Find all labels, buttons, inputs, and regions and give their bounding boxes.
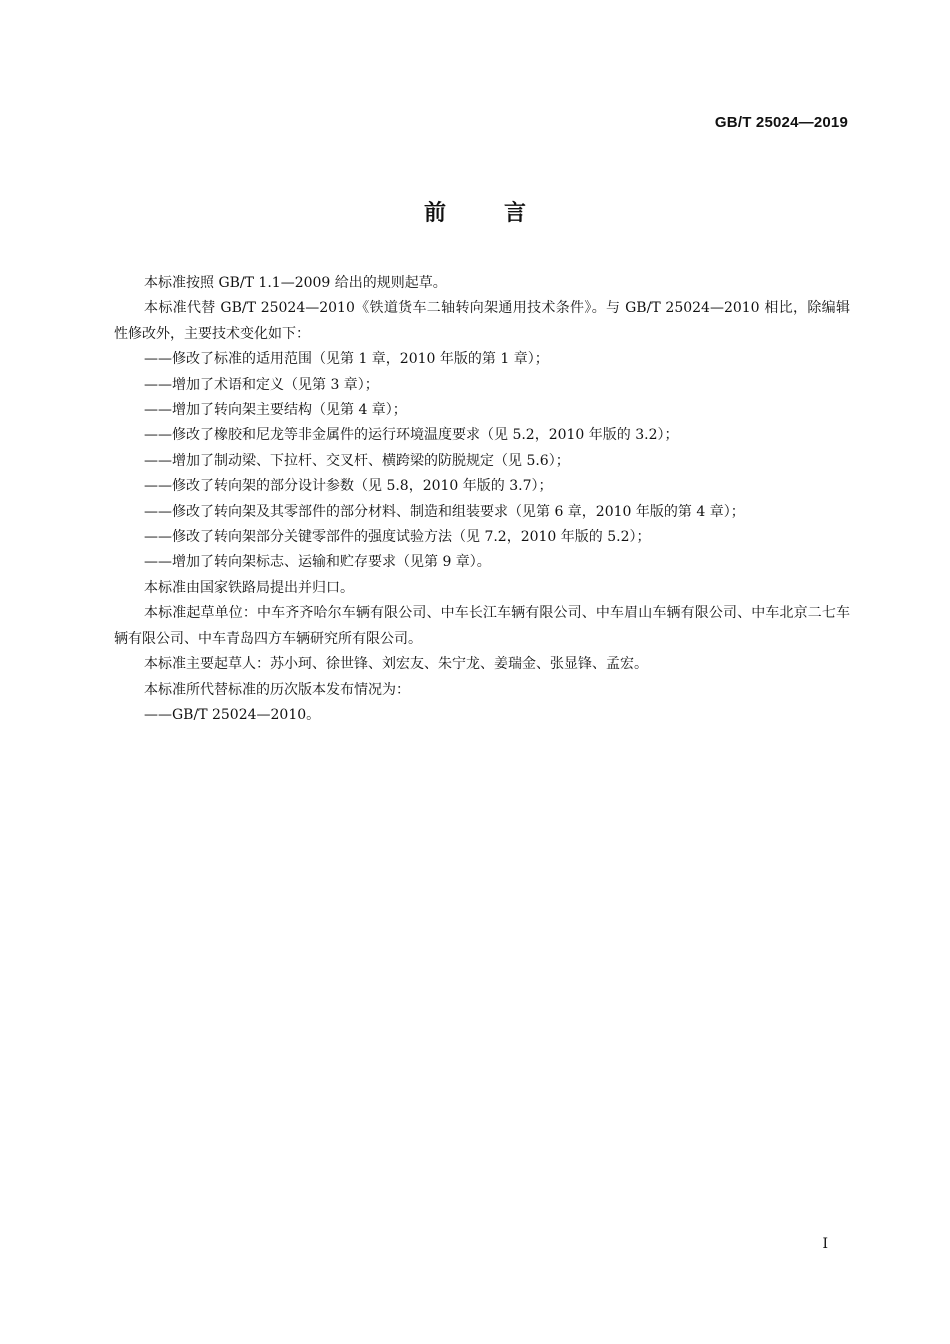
paragraph-drafters: 本标准主要起草人：苏小珂、徐世锋、刘宏友、朱宁龙、姜瑞金、张显锋、孟宏。 xyxy=(144,656,648,673)
change-item-terms: ——增加了术语和定义（见第 3 章）； xyxy=(144,376,379,393)
history-item: ——GB/T 25024—2010。 xyxy=(144,706,321,723)
paragraph-proposer: 本标准由国家铁路局提出并归口。 xyxy=(144,579,354,596)
change-item-structure: ——增加了转向架主要结构（见第 4 章）； xyxy=(144,402,407,419)
paragraph-history-intro: 本标准所代替标准的历次版本发布情况为： xyxy=(144,681,410,698)
standard-code: GB/T 25024—2019 xyxy=(714,114,848,131)
change-item-temperature: ——修改了橡胶和尼龙等非金属件的运行环境温度要求（见 5.2，2010 年版的 3.2）； xyxy=(144,427,679,444)
change-item-scope: ——修改了标准的适用范围（见第 1 章，2010 年版的第 1 章）； xyxy=(144,351,549,368)
foreword-body xyxy=(114,271,850,728)
page-title: 前言 xyxy=(423,201,584,226)
paragraph-replacement: 本标准代替 GB/T 25024—2010《铁道货车二轴转向架通用技术条件》。与 GB/T 25024—2010 相比，除编辑性修改外，主要技术变化如下： xyxy=(114,300,850,342)
change-item-strength-test: ——修改了转向架部分关键零部件的强度试验方法（见 7.2，2010 年版的 5.2）； xyxy=(144,529,651,546)
change-item-marking: ——增加了转向架标志、运输和贮存要求（见第 9 章）。 xyxy=(144,554,491,571)
change-item-anti-drop: ——增加了制动梁、下拉杆、交叉杆、横跨梁的防脱规定（见 5.6）； xyxy=(144,452,570,469)
page-number: I xyxy=(822,1236,828,1252)
change-item-materials: ——修改了转向架及其零部件的部分材料、制造和组装要求（见第 6 章，2010 年版的第 4 章）； xyxy=(144,503,745,520)
paragraph-drafting-rules: 本标准按照 GB/T 1.1—2009 给出的规则起草。 xyxy=(144,275,447,291)
change-item-design-params: ——修改了转向架的部分设计参数（见 5.8，2010 年版的 3.7）； xyxy=(144,478,553,495)
paragraph-drafting-units: 本标准起草单位：中车齐齐哈尔车辆有限公司、中车长江车辆有限公司、中车眉山车辆有限公司、中车北京二七车辆有限公司、中车青岛四方车辆研究所有限公司。 xyxy=(114,605,850,647)
